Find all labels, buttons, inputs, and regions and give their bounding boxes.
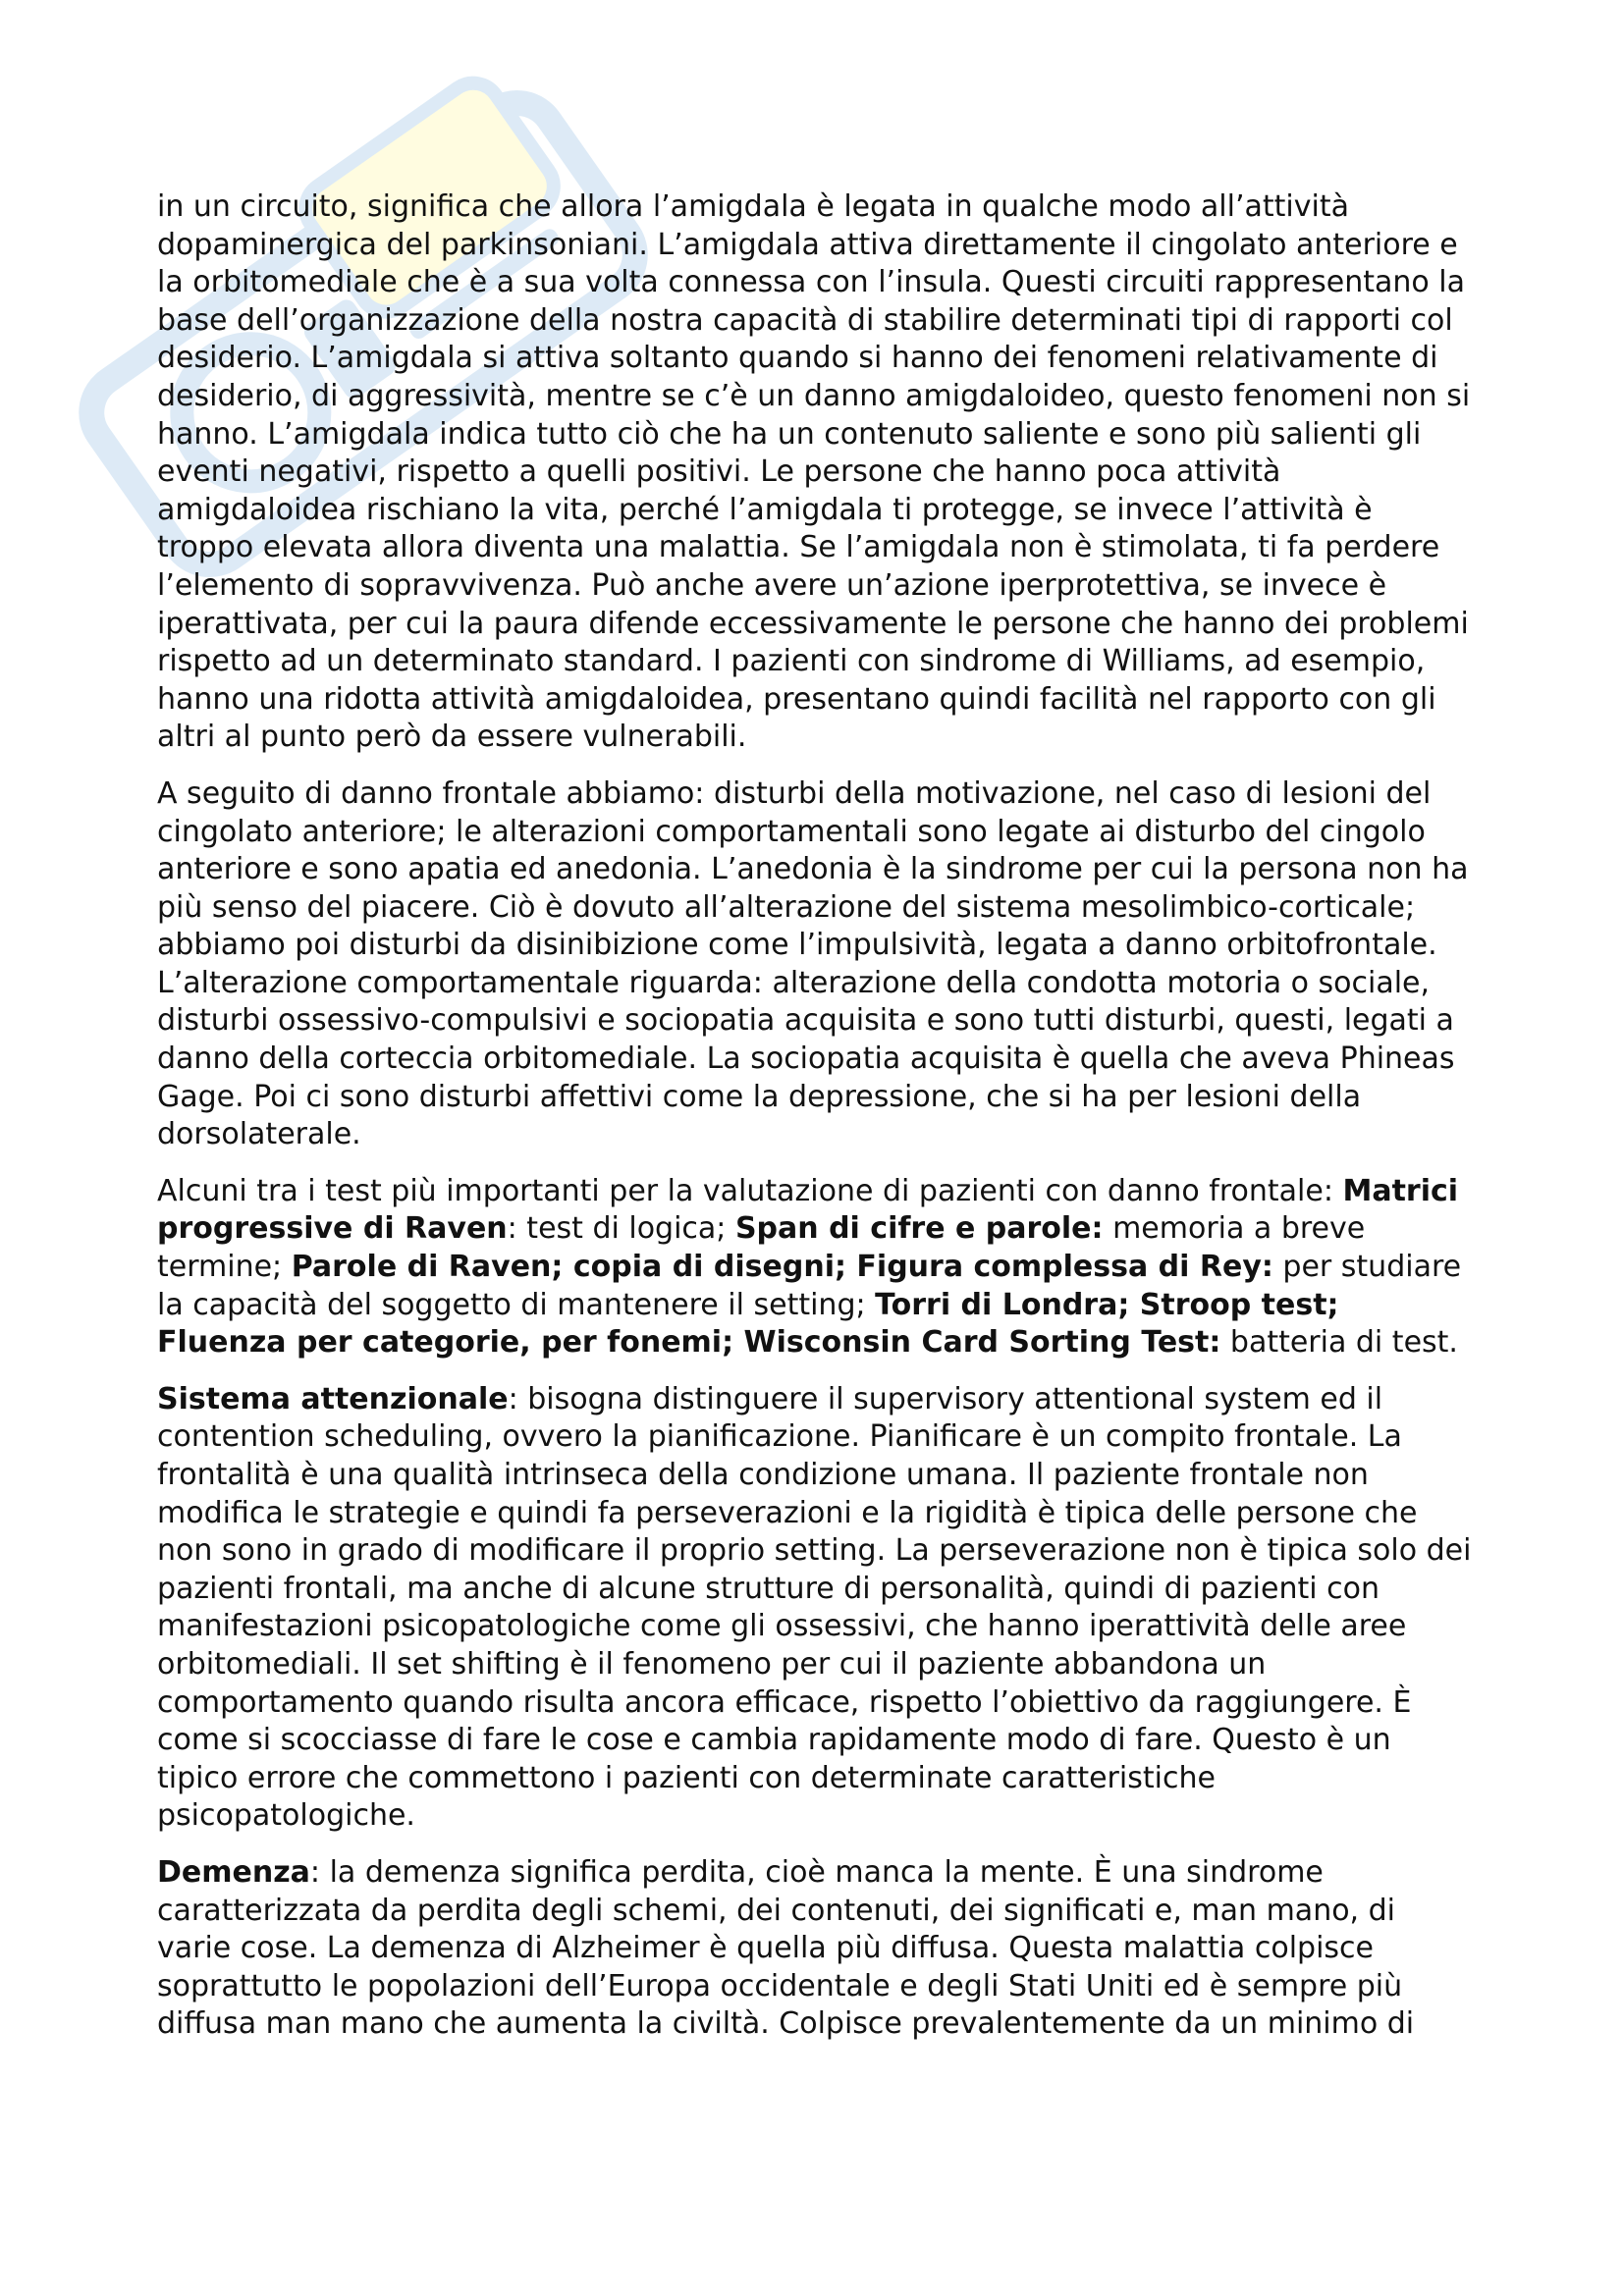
- bold-term: Sistema attenzionale: [157, 1381, 509, 1416]
- text-run: memoria a breve termine;: [157, 1211, 1366, 1285]
- text-run: per studiare la capacità del soggetto di mantenere il setting;: [157, 1250, 1462, 1322]
- document-body: [157, 188, 1478, 2062]
- text-run: Alcuni tra i test più importanti per la valutazione di pazienti con danno frontale:: [157, 1173, 1343, 1208]
- paragraph-danno-frontale: A seguito di danno frontale abbiamo: disturbi della motivazione, nel caso di lesioni del cingolato anteriore; le alterazioni comportamentali sono legate ai disturbo del cingolo anteriore e sono apatia ed anedonia. L’anedonia è la sindrome per cui la persona non ha più senso del piacere. Ciò è dovuto all’alterazione del sistema mesolimbico-corticale; abbiamo poi disturbi da disinibizione come l’impulsività, legata a danno orbitofrontale. L’alterazione comportamentale riguarda: alterazione della condotta motoria o sociale, disturbi ossessivo-compulsivi e sociopatia acquisita e sono tutti disturbi, questi, legati a danno della corteccia orbitomediale. La sociopatia acquisita è quella che aveva Phineas Gage. Poi ci sono disturbi affettivi come la depressione, che si ha per lesioni della dorsolaterale.: [157, 775, 1469, 1152]
- bold-term: Matrici progressive di Raven: [157, 1173, 1459, 1247]
- bold-term: Torri di Londra; Stroop test; Fluenza per categorie, per fonemi; Wisconsin Card Sorting Test:: [157, 1287, 1339, 1361]
- paragraph-sistema-attenzionale: [157, 1381, 1478, 1836]
- paragraph-test: [157, 1173, 1478, 1362]
- bold-term: Demenza: [157, 1854, 310, 1890]
- text-run: : test di logica;: [507, 1211, 735, 1247]
- bold-term: Parole di Raven; copia di disegni; Figura complessa di Rey:: [291, 1250, 1273, 1285]
- bold-term: Span di cifre e parole:: [734, 1211, 1104, 1247]
- text-run: : bisogna distinguere il supervisory attentional system ed il contention scheduling, ovvero la pianificazione. Pianificare è un compito frontale. La frontalità è una qualità intrinseca della condizione umana. Il paziente frontale non modifica le strategie e quindi fa perseverazioni e la rigidità è tipica delle persone che non sono in grado di modificare il proprio setting. La perseverazione non è tipica solo dei pazienti frontali, ma anche di alcune strutture di personalità, quindi di pazienti con manifestazioni psicopatologiche come gli ossessivi, che hanno iperattività delle aree orbitomediali. Il set shifting è il fenomeno per cui il paziente abbandona un comportamento quando risulta ancora efficace, rispetto l’obiettivo da raggiungere. È come si scocciasse di fare le cose e cambia rapidamente modo di fare. Questo è un tipico errore che commettono i pazienti con determinate caratteristiche psicopatologiche.: [157, 1381, 1472, 1834]
- paragraph-amigdala: in un circuito, significa che allora l’amigdala è legata in qualche modo all’attività dopaminergica del parkinsoniani. L’amigdala attiva direttamente il cingolato anteriore e la orbitomediale che è a sua volta connessa con l’insula. Questi circuiti rappresentano la base dell’organizzazione della nostra capacità di stabilire determinati tipi di rapporti col desiderio. L’amigdala si attiva soltanto quando si hanno dei fenomeni relativamente di desiderio, di aggressività, mentre se c’è un danno amigdaloideo, questo fenomeni non si hanno. L’amigdala indica tutto ciò che ha un contenuto saliente e sono più salienti gli eventi negativi, rispetto a quelli positivi. Le persone che hanno poca attività amigdaloidea rischiano la vita, perché l’amigdala ti protegge, se invece l’attività è troppo elevata allora diventa una malattia. Se l’amigdala non è stimolata, ti fa perdere l’elemento di sopravvivenza. Può anche avere un’azione iperprotettiva, se invece è iperattivata, per cui la paura difende eccessivamente le persone che hanno dei problemi rispetto ad un determinato standard. I pazienti con sindrome di Williams, ad esempio, hanno una ridotta attività amigdaloidea, presentano quindi facilità nel rapporto con gli altri al punto però da essere vulnerabili.: [157, 189, 1471, 755]
- text-run: : la demenza significa perdita, cioè manca la mente. È una sindrome caratterizzata da perdita degli schemi, dei contenuti, dei significati e, man mano, di varie cose. La demenza di Alzheimer è quella più diffusa. Questa malattia colpisce soprattutto le popolazioni dell’Europa occidentale e degli Stati Uniti ed è sempre più diffusa man mano che aumenta la civiltà. Colpisce prevalentemente da un minimo di: [157, 1854, 1415, 2042]
- text-run: batteria di test.: [1220, 1325, 1458, 1361]
- paragraph-demenza: [157, 1854, 1478, 2044]
